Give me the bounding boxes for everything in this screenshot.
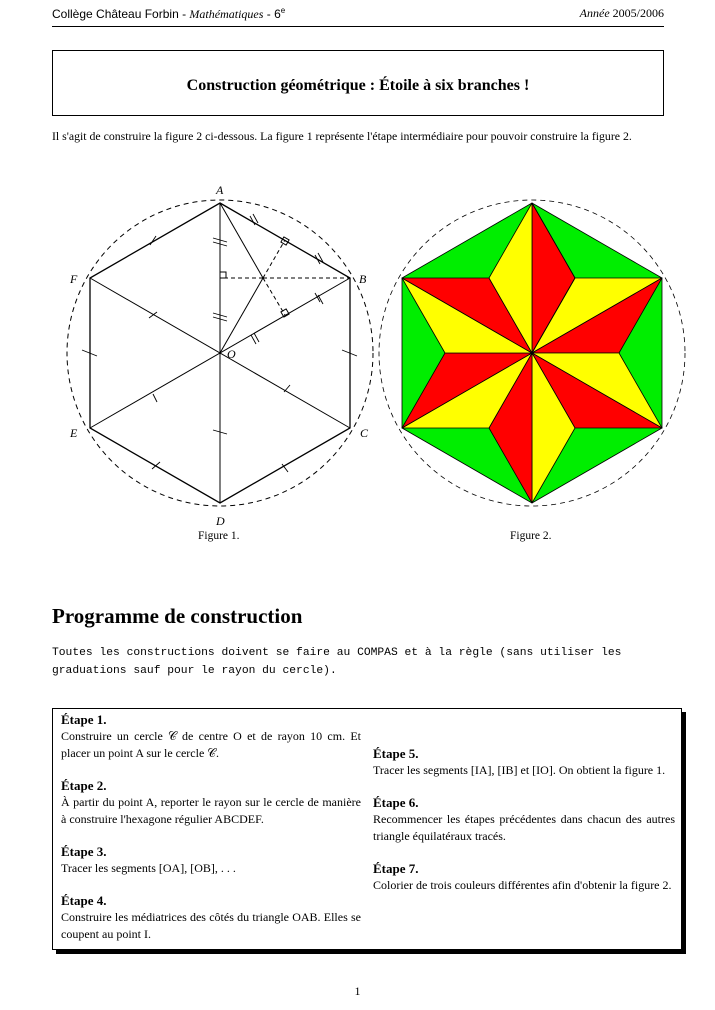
label-b: B [359, 272, 367, 286]
header-left: Collège Château Forbin - Mathématiques - 6e [52, 6, 286, 21]
step-5-title: Étape 5. [373, 746, 419, 761]
bisector-ob [263, 278, 285, 315]
title-box [52, 50, 664, 116]
step-5-text: Tracer les segments [IA], [IB] et [IO]. On obtient la figure 1. [373, 763, 666, 777]
step-6-text: Recommencer les étapes précédentes dans chacun des autres triangle équilatéraux tracés. [373, 812, 675, 843]
figure-2 [379, 200, 685, 506]
step-7-text: Colorier de trois couleurs différentes afin d'obtenir la figure 2. [373, 878, 672, 892]
segment-io [220, 278, 263, 353]
right-angle-mark-1 [220, 272, 226, 278]
label-d: D [216, 514, 225, 528]
label-a: A [216, 183, 224, 197]
header-right [580, 6, 664, 21]
step-6-title: Étape 6. [373, 795, 419, 810]
segment-ia [220, 203, 263, 278]
figure-1 [67, 183, 373, 528]
figure-2-caption: Figure 2. [510, 530, 552, 542]
step-1-text: Construire un cercle 𝒞 de centre O et de rayon 10 cm. Et placer un point A sur le cercle 𝒞. [61, 729, 361, 760]
step-2-title: Étape 2. [61, 778, 107, 793]
figure-1-caption: Figure 1. [198, 530, 240, 542]
step-3-title: Étape 3. [61, 844, 107, 859]
school-year: 2005/2006 [612, 6, 664, 20]
label-f: F [70, 272, 78, 286]
label-c: C [360, 426, 369, 440]
step-7-title: Étape 7. [373, 861, 419, 876]
steps-column-right [373, 711, 675, 894]
rules-paragraph: Toutes les constructions doivent se faire au COMPAS et à la règle (sans utiliser les graduations sauf pour le rayon du cercle). [52, 647, 622, 677]
intro-paragraph: Il s'agit de construire la figure 2 ci-dessous. La figure 1 représente l'étape intermédiaire pour pouvoir construire la figure 2. [52, 129, 632, 143]
section-title: Programme de construction [52, 604, 303, 628]
label-o: O [227, 347, 236, 361]
page-number: 1 [354, 984, 361, 998]
label-e: E [70, 426, 78, 440]
school-name: Collège Château Forbin [52, 7, 179, 21]
step-2-text: À partir du point A, reporter le rayon sur le cercle de manière à construire l'hexagone régulier ABCDEF. [61, 795, 361, 826]
page-title: Construction géométrique : Étoile à six branches ! [186, 77, 530, 94]
step-1-title: Étape 1. [61, 712, 107, 727]
header-rule [52, 26, 664, 27]
step-3-text: Tracer les segments [OA], [OB], . . . [61, 861, 236, 875]
steps-column-left [61, 711, 361, 943]
subject-name: Mathématiques [189, 7, 264, 21]
figures [52, 180, 692, 550]
steps-box [52, 708, 682, 950]
step-4-title: Étape 4. [61, 893, 107, 908]
grade-sup: e [280, 6, 286, 15]
step-4-text: Construire les médiatrices des côtés du triangle OAB. Elles se coupent au point I. [61, 910, 361, 941]
grade: 6 [274, 7, 281, 21]
year-label: Année [579, 6, 610, 20]
bisector-ab [263, 240, 285, 278]
